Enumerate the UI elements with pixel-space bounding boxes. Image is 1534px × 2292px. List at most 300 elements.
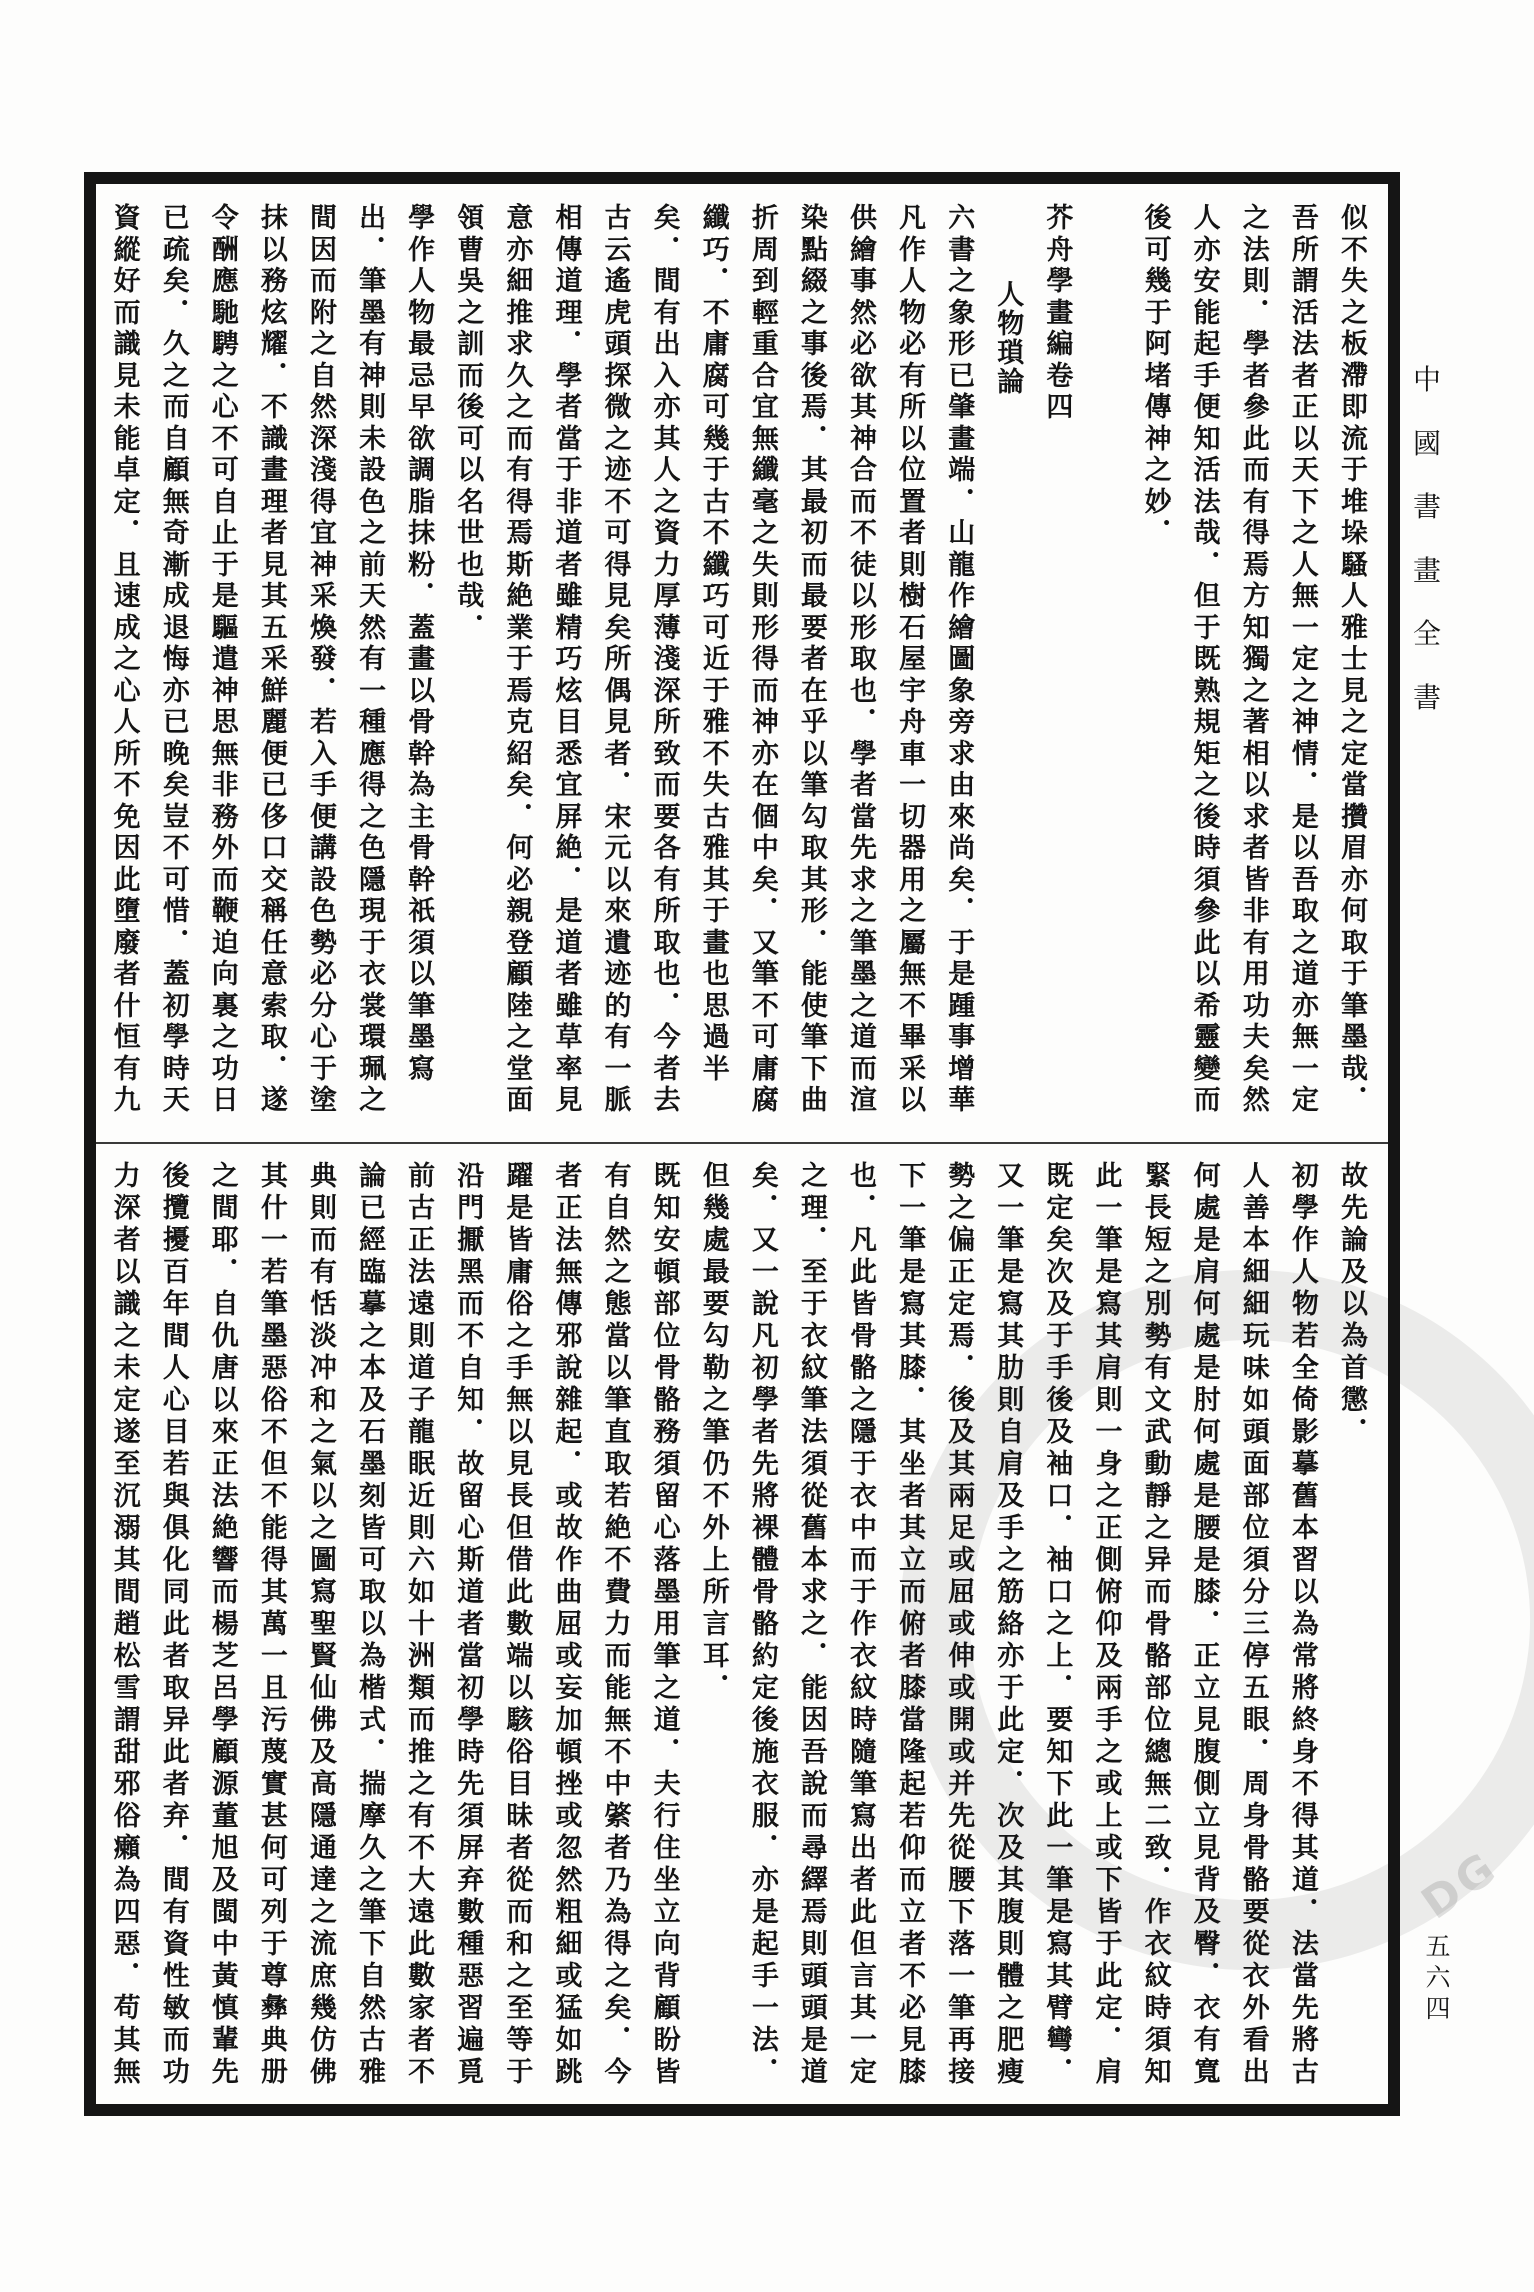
glyph: 定 (948, 1289, 976, 1320)
glyph: 而 (850, 1545, 878, 1576)
glyph: 之 (850, 1385, 878, 1416)
glyph: 畫 (948, 423, 976, 455)
glyph: 古 (408, 1193, 436, 1224)
glyph: 起 (1193, 329, 1221, 360)
glyph: 分 (309, 990, 337, 1022)
glyph: 佛 (309, 2057, 337, 2088)
glyph: 人 (1340, 581, 1368, 612)
glyph: 來 (948, 801, 976, 833)
glyph: 上 (1046, 1641, 1074, 1672)
glyph: 最 (800, 486, 828, 518)
glyph: 免 (113, 801, 141, 833)
glyph: 恒 (113, 1022, 141, 1053)
glyph: 令 (211, 203, 239, 234)
glyph: 矣 (751, 1161, 779, 1192)
glyph: 板 (1340, 329, 1368, 360)
glyph: 微 (604, 392, 632, 423)
glyph: 道 (555, 518, 583, 549)
glyph: 要 (1242, 1897, 1270, 1928)
glyph: 有 (653, 297, 681, 329)
glyph: 口 (1046, 1481, 1074, 1512)
glyph: 黃 (211, 1961, 239, 1992)
punctuation-dot: • (474, 1415, 484, 1431)
glyph: 于 (309, 1053, 337, 1085)
glyph: 其 (260, 581, 288, 612)
text-column (299, 203, 348, 1117)
glyph: 心 (653, 1513, 681, 1544)
glyph: 人 (1291, 549, 1319, 581)
glyph: 惡 (113, 1929, 141, 1960)
glyph: 趙 (113, 1609, 141, 1640)
glyph: 是 (1046, 1897, 1074, 1928)
glyph: 是 (751, 1897, 779, 1928)
glyph: 攢 (1340, 801, 1368, 833)
glyph: 遂 (113, 1417, 141, 1448)
text-column (839, 1161, 888, 2089)
glyph: 者 (653, 1053, 681, 1085)
glyph: 圖 (309, 1545, 337, 1576)
glyph: 其 (1095, 1321, 1123, 1352)
glyph: 道 (555, 266, 583, 297)
glyph: 一 (899, 1193, 927, 1224)
glyph: 唐 (211, 1353, 239, 1384)
glyph: 時 (1144, 1993, 1172, 2024)
glyph: 袖 (1046, 1545, 1074, 1576)
glyph: 位 (1242, 1513, 1270, 1544)
glyph: 之 (800, 297, 828, 329)
glyph: 百 (162, 1257, 190, 1288)
glyph: 是 (800, 2025, 828, 2056)
glyph: 但 (506, 1513, 534, 1544)
glyph: 見 (604, 707, 632, 738)
glyph: 未 (359, 423, 387, 455)
glyph: 非 (1242, 896, 1270, 927)
glyph: 其 (850, 1993, 878, 2024)
glyph: 寫 (1095, 1289, 1123, 1320)
glyph: 其 (850, 392, 878, 423)
glyph: 非 (211, 770, 239, 801)
glyph: 之 (1046, 1609, 1074, 1640)
glyph: 稱 (260, 896, 288, 927)
glyph: 筆 (800, 1022, 828, 1053)
glyph: 可 (457, 423, 485, 455)
punctuation-dot: • (1162, 516, 1172, 532)
glyph: 絡 (997, 1609, 1025, 1640)
glyph: 時 (850, 1705, 878, 1736)
glyph: 幾 (702, 423, 730, 455)
glyph: 絶 (555, 833, 583, 864)
glyph: 焉 (948, 1321, 976, 1352)
punctuation-dot: • (1063, 2055, 1073, 2071)
glyph: 發 (309, 644, 337, 675)
glyph: 奇 (162, 518, 190, 549)
glyph: 似 (1340, 203, 1368, 234)
glyph: 須 (1144, 2025, 1172, 2056)
glyph: 定 (113, 486, 141, 518)
glyph: 墨 (359, 1449, 387, 1480)
punctuation-dot: • (1162, 1863, 1172, 1879)
glyph: 定 (1291, 1085, 1319, 1116)
text-column (1183, 1161, 1232, 2089)
glyph: 形 (800, 896, 828, 927)
glyph: 于 (800, 1289, 828, 1320)
glyph: 幾 (702, 1193, 730, 1224)
glyph: 個 (751, 801, 779, 833)
glyph: 則 (309, 1193, 337, 1224)
glyph: 自 (211, 1289, 239, 1320)
glyph: 當 (899, 1705, 927, 1736)
text-column (839, 203, 888, 1117)
glyph: 人 (1291, 1257, 1319, 1288)
glyph: 巧 (702, 234, 730, 266)
glyph: 肋 (997, 1353, 1025, 1384)
punctuation-dot: • (1358, 1415, 1368, 1431)
glyph: 有 (1242, 486, 1270, 518)
glyph: 思 (702, 990, 730, 1022)
glyph: 祇 (408, 896, 436, 927)
glyph: 之 (604, 1257, 632, 1288)
text-column (201, 1161, 250, 2089)
punctuation-dot: • (180, 1831, 190, 1847)
glyph: 遍 (457, 2025, 485, 2056)
punctuation-dot: • (1014, 1767, 1024, 1783)
glyph: 將 (751, 1481, 779, 1512)
glyph: 手 (506, 1353, 534, 1384)
glyph: 立 (1193, 1673, 1221, 1704)
glyph: 致 (1144, 1833, 1172, 1864)
text-column (397, 1161, 446, 2089)
glyph: 子 (408, 1385, 436, 1416)
glyph: 通 (309, 1833, 337, 1864)
glyph: 有 (506, 455, 534, 486)
punctuation-dot: • (1358, 1083, 1368, 1099)
glyph: 列 (260, 1897, 288, 1928)
glyph: 惜 (162, 896, 190, 927)
glyph: 典 (260, 2025, 288, 2056)
glyph: 亦 (751, 1865, 779, 1896)
glyph: 學 (1046, 266, 1074, 297)
glyph: 因 (800, 1705, 828, 1736)
glyph: 其 (997, 1321, 1025, 1352)
glyph: 性 (162, 1961, 190, 1992)
glyph: 法 (1291, 1929, 1319, 1960)
glyph: 別 (1144, 1289, 1172, 1320)
glyph: 不 (899, 990, 927, 1022)
glyph: 後 (1193, 801, 1221, 833)
glyph: 雖 (555, 581, 583, 612)
glyph: 再 (948, 2025, 976, 2056)
glyph: 經 (359, 1225, 387, 1256)
glyph: 上 (702, 1545, 730, 1576)
glyph: 勢 (1144, 1321, 1172, 1352)
glyph: 筆 (260, 1289, 288, 1320)
glyph: 者 (800, 644, 828, 675)
glyph: 筆 (800, 770, 828, 801)
glyph: 外 (1242, 1993, 1270, 2024)
punctuation-dot: • (1211, 1607, 1221, 1623)
glyph: 凡 (899, 203, 927, 234)
punctuation-dot: • (818, 925, 828, 942)
glyph: 之 (506, 1961, 534, 1992)
glyph: 事 (948, 1022, 976, 1053)
glyph: 彝 (260, 1993, 288, 2024)
glyph: 探 (604, 360, 632, 392)
glyph: 有 (309, 1257, 337, 1288)
glyph: 重 (751, 329, 779, 360)
glyph: 焉 (800, 1897, 828, 1928)
glyph: 人 (997, 280, 1025, 311)
glyph: 行 (653, 1801, 681, 1832)
glyph: 其 (948, 1449, 976, 1480)
glyph: 以 (1242, 770, 1270, 801)
glyph: 初 (751, 1353, 779, 1384)
glyph: 之 (604, 1961, 632, 1992)
punctuation-dot: • (573, 862, 582, 879)
glyph: 骼 (1242, 1865, 1270, 1896)
glyph: 而 (457, 1289, 485, 1320)
glyph: 作 (948, 581, 976, 612)
glyph: 定 (850, 2057, 878, 2088)
glyph: 以 (359, 1609, 387, 1640)
glyph: 及 (1193, 1897, 1221, 1928)
glyph: 但 (260, 1449, 288, 1480)
glyph: 坐 (653, 1865, 681, 1896)
text-column (152, 203, 201, 1117)
glyph: 石 (359, 1417, 387, 1448)
glyph: 正 (211, 1449, 239, 1480)
glyph: 鞭 (211, 896, 239, 927)
glyph: 今 (604, 2057, 632, 2088)
glyph: 要 (800, 612, 828, 644)
glyph: 留 (457, 1481, 485, 1512)
text-column (888, 203, 937, 1117)
glyph: 俯 (899, 1609, 927, 1640)
glyph: 合 (751, 360, 779, 392)
glyph: 已 (260, 770, 288, 801)
glyph: 或 (948, 1673, 976, 1704)
glyph: 自 (162, 423, 190, 455)
glyph: 而 (211, 864, 239, 896)
glyph: 論 (1340, 1225, 1368, 1256)
glyph: 尚 (948, 833, 976, 864)
glyph: 于 (1340, 959, 1368, 990)
glyph: 筆 (850, 927, 878, 959)
glyph: 而 (457, 360, 485, 392)
text-column (741, 203, 790, 1117)
glyph: 成 (162, 581, 190, 612)
glyph: 有 (359, 329, 387, 360)
glyph: 旭 (211, 1833, 239, 1864)
glyph: 于 (850, 1577, 878, 1608)
text-column (1183, 203, 1232, 1117)
glyph: 早 (408, 392, 436, 423)
glyph: 漸 (162, 549, 190, 581)
glyph: 欲 (408, 423, 436, 455)
glyph: 之 (162, 360, 190, 392)
text-column (446, 203, 495, 1117)
glyph: 之 (506, 1022, 534, 1053)
glyph: 分 (1242, 1577, 1270, 1608)
glyph: 神 (1144, 423, 1172, 455)
glyph: 庸 (702, 329, 730, 360)
glyph: 及 (997, 1833, 1025, 1864)
punctuation-dot: • (720, 1671, 730, 1687)
glyph: 而 (162, 392, 190, 423)
glyph: 不 (211, 423, 239, 455)
glyph: 便 (1193, 392, 1221, 423)
glyph: 眉 (1340, 833, 1368, 864)
glyph: 而 (899, 1577, 927, 1608)
glyph: 形 (751, 612, 779, 644)
glyph: 作 (1144, 1897, 1172, 1928)
text-column (397, 203, 446, 1117)
glyph: 畢 (899, 1022, 927, 1053)
glyph: 自 (604, 1193, 632, 1224)
text-column (1134, 203, 1183, 1117)
glyph: 以 (1291, 833, 1319, 864)
glyph: 得 (751, 644, 779, 675)
watermark-text: DG (1412, 1841, 1508, 1930)
glyph: 衣 (1242, 1961, 1270, 1992)
glyph: 雜 (555, 1385, 583, 1416)
glyph: 斯 (457, 1545, 485, 1576)
glyph: 或 (948, 1737, 976, 1768)
glyph: 法 (1242, 234, 1270, 266)
glyph: 寫 (309, 1577, 337, 1608)
glyph: 矣 (653, 203, 681, 234)
glyph: 活 (1193, 455, 1221, 486)
glyph: 學 (1291, 1193, 1319, 1224)
glyph: 言 (850, 1961, 878, 1992)
glyph: 著 (1242, 707, 1270, 738)
text-column (1232, 1161, 1281, 2089)
glyph: 舊 (800, 1513, 828, 1544)
glyph: 繹 (800, 1865, 828, 1896)
glyph: 繪 (850, 234, 878, 266)
glyph: 筆 (1340, 990, 1368, 1022)
glyph: 矣 (1242, 1053, 1270, 1085)
text-column (692, 1161, 741, 2089)
glyph: 開 (948, 1705, 976, 1736)
glyph: 甜 (113, 1737, 141, 1768)
glyph: 鮮 (260, 675, 288, 707)
glyph: 天 (1291, 455, 1319, 486)
glyph: 以 (604, 1353, 632, 1384)
punctuation-dot: • (131, 1959, 141, 1975)
glyph: 言 (702, 1609, 730, 1640)
glyph: 處 (1193, 1449, 1221, 1480)
glyph: 其 (260, 1577, 288, 1608)
glyph: 者 (408, 2025, 436, 2056)
glyph: 宜 (309, 518, 337, 549)
glyph: 手 (751, 1961, 779, 1992)
glyph: 者 (162, 1641, 190, 1672)
glyph: 衣 (1193, 1993, 1221, 2024)
glyph: 接 (948, 2057, 976, 2088)
glyph: 若 (260, 1257, 288, 1288)
glyph: 在 (751, 770, 779, 801)
glyph: 然 (359, 612, 387, 644)
glyph: 屈 (948, 1577, 976, 1608)
glyph: 附 (309, 297, 337, 329)
glyph: 者 (899, 1641, 927, 1672)
glyph: 若 (162, 1449, 190, 1480)
glyph: 人 (1242, 1161, 1270, 1192)
glyph: 取 (162, 1673, 190, 1704)
glyph: 合 (850, 455, 878, 486)
glyph: 何 (1193, 1417, 1221, 1448)
glyph: 于 (1144, 297, 1172, 329)
glyph: 者 (899, 518, 927, 549)
glyph: 初 (162, 990, 190, 1022)
punctuation-dot: • (769, 2055, 779, 2071)
glyph: 先 (751, 1449, 779, 1480)
glyph: 無 (506, 1385, 534, 1416)
glyph: 也 (702, 959, 730, 990)
glyph: 勾 (702, 1321, 730, 1352)
glyph: 口 (260, 833, 288, 864)
glyph: 心 (211, 392, 239, 423)
glyph: 見 (1340, 675, 1368, 707)
punctuation-dot: • (916, 1383, 926, 1399)
glyph: 間 (162, 1321, 190, 1352)
glyph: 污 (260, 1705, 288, 1736)
glyph: 舟 (1046, 234, 1074, 266)
glyph: 采 (260, 644, 288, 675)
punctuation-dot: • (769, 894, 779, 910)
glyph: 曲 (555, 1577, 583, 1608)
glyph: 一 (899, 770, 927, 801)
glyph: 流 (1340, 423, 1368, 455)
glyph: 能 (800, 1673, 828, 1704)
glyph: 間 (162, 1865, 190, 1896)
glyph: 腰 (948, 1865, 976, 1896)
glyph: 必 (899, 329, 927, 360)
glyph: 四 (1425, 1994, 1451, 2023)
glyph: 作 (850, 1609, 878, 1640)
glyph: 四 (113, 1897, 141, 1928)
glyph: 精 (555, 612, 583, 644)
glyph: 不 (702, 738, 730, 770)
text-column (1134, 1161, 1183, 2089)
glyph: 後 (457, 392, 485, 423)
volume-title (1035, 203, 1084, 1117)
glyph: 能 (260, 1513, 288, 1544)
glyph: 迫 (211, 927, 239, 959)
glyph: 其 (653, 423, 681, 455)
glyph: 云 (604, 234, 632, 266)
glyph: 縱 (113, 234, 141, 266)
glyph: 妄 (555, 1673, 583, 1704)
glyph: 輩 (211, 2025, 239, 2056)
glyph: 從 (800, 1481, 828, 1512)
glyph: 骨 (408, 833, 436, 864)
glyph: 幹 (408, 864, 436, 896)
glyph: 但 (1193, 581, 1221, 612)
glyph: 斯 (506, 549, 534, 581)
glyph: 之 (359, 801, 387, 833)
glyph: 定 (751, 1673, 779, 1704)
glyph: 供 (850, 203, 878, 234)
glyph: 態 (604, 1289, 632, 1320)
glyph: 亦 (1193, 234, 1221, 266)
glyph: 下 (1046, 1769, 1074, 1800)
glyph: 心 (457, 1513, 485, 1544)
glyph: 無 (113, 2057, 141, 2088)
glyph: 如 (555, 2025, 583, 2056)
glyph: 處 (702, 1225, 730, 1256)
glyph: 者 (113, 959, 141, 990)
